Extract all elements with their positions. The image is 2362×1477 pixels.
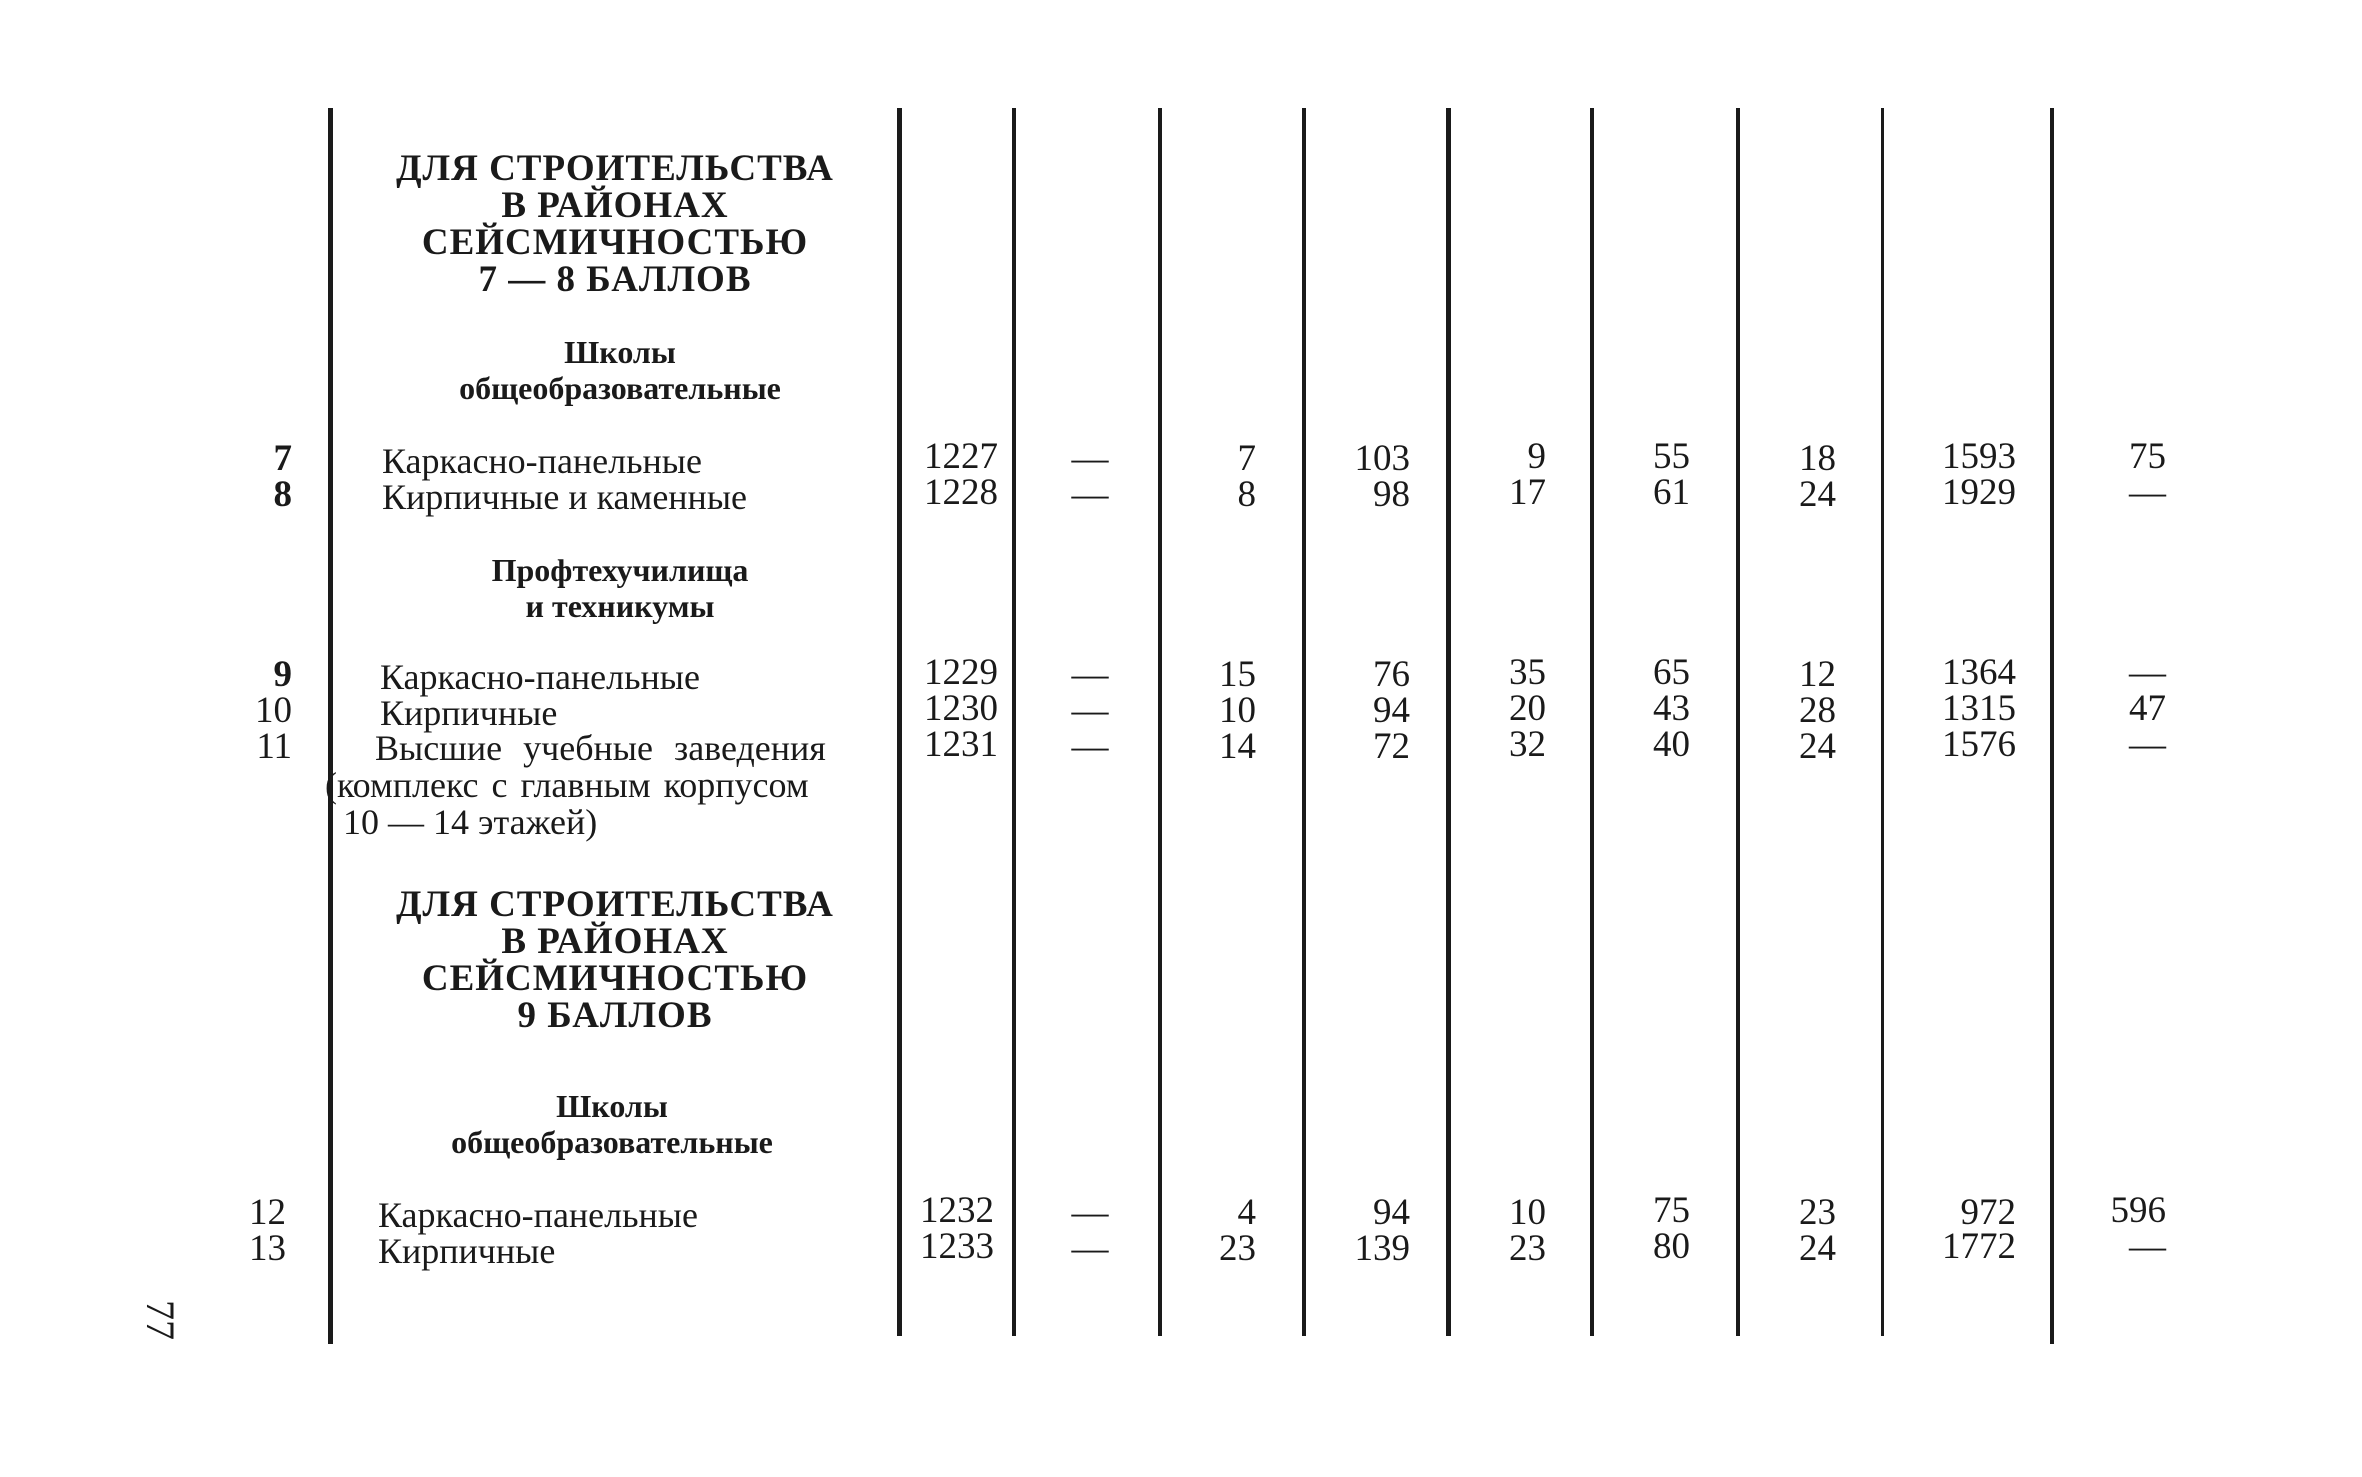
- row-value: —: [1071, 690, 1109, 731]
- row-code: 1229: [924, 652, 998, 693]
- row-code: 1227: [924, 436, 998, 477]
- group-subheading-line: общеобразовательные: [451, 1124, 773, 1160]
- row-value: —: [2129, 724, 2166, 765]
- group-subheading-line: и техникумы: [525, 588, 715, 624]
- row-value: 55: [1653, 436, 1690, 477]
- row-value: 75: [2129, 436, 2166, 477]
- row-name: Кирпичные: [380, 693, 558, 733]
- row-value: 1772: [1942, 1226, 2016, 1267]
- page-number: 77: [138, 1300, 183, 1340]
- group-subheading-line: Профтехучилища: [491, 552, 749, 588]
- group-subheading: [380, 552, 860, 624]
- row-value: 972: [1960, 1192, 2016, 1233]
- section-heading: [360, 886, 870, 1034]
- row-value: —: [1071, 1228, 1109, 1269]
- row-number: 12: [249, 1192, 286, 1233]
- row-number: 11: [256, 726, 292, 767]
- row-value: 35: [1509, 652, 1546, 693]
- row-value: 15: [1219, 654, 1256, 695]
- row-value: 47: [2129, 688, 2166, 729]
- row-name: Кирпичные: [378, 1231, 556, 1271]
- row-value: 28: [1799, 690, 1836, 731]
- row-value: 1364: [1942, 652, 2016, 693]
- row-name: Каркасно-панельные: [382, 441, 702, 481]
- row-value: 20: [1509, 688, 1546, 729]
- row-value: 23: [1799, 1192, 1836, 1233]
- row-value: 94: [1373, 690, 1410, 731]
- row-value: 10: [1219, 690, 1256, 731]
- section-heading-line: 7 — 8 БАЛЛОВ: [478, 259, 752, 300]
- row-value: 80: [1653, 1226, 1690, 1267]
- row-name-multiline: [325, 730, 885, 841]
- row-number: 10: [255, 690, 292, 731]
- row-value: 12: [1799, 654, 1836, 695]
- row-value: 24: [1799, 474, 1836, 515]
- row-value: 76: [1373, 654, 1410, 695]
- row-value: —: [1071, 726, 1109, 767]
- row-name-line: (комплекс с главным корпусом: [325, 765, 809, 805]
- row-value: —: [2129, 472, 2166, 513]
- row-value: 10: [1509, 1192, 1546, 1233]
- row-value: 43: [1653, 688, 1690, 729]
- row-value: —: [1071, 438, 1109, 479]
- row-value: 1929: [1942, 472, 2016, 513]
- row-value: 7: [1237, 438, 1256, 479]
- row-value: 1576: [1942, 724, 2016, 765]
- row-value: 40: [1653, 724, 1690, 765]
- column-rule: [2050, 108, 2054, 1344]
- row-name: Каркасно-панельные: [380, 657, 700, 697]
- section-heading-line: ДЛЯ СТРОИТЕЛЬСТВА: [396, 148, 834, 189]
- section-heading-line: СЕЙСМИЧНОСТЬЮ: [421, 222, 809, 263]
- column-rule: [1012, 108, 1016, 1336]
- row-value: 24: [1799, 1228, 1836, 1269]
- row-code: 1228: [924, 472, 998, 513]
- row-value: 32: [1509, 724, 1546, 765]
- section-heading-line: 9 БАЛЛОВ: [517, 995, 713, 1036]
- row-value: 4: [1237, 1192, 1256, 1233]
- row-value: —: [2129, 652, 2166, 693]
- section-heading-line: ДЛЯ СТРОИТЕЛЬСТВА: [396, 884, 834, 925]
- row-value: —: [2129, 1226, 2166, 1267]
- row-number: 8: [273, 474, 292, 515]
- row-value: 1593: [1942, 436, 2016, 477]
- row-value: 17: [1509, 472, 1546, 513]
- row-code: 1232: [920, 1190, 994, 1231]
- row-code: 1230: [924, 688, 998, 729]
- row-value: 9: [1527, 436, 1546, 477]
- row-number: 13: [249, 1228, 286, 1269]
- row-number: 9: [273, 654, 292, 695]
- row-value: 8: [1237, 474, 1256, 515]
- group-subheading: [380, 334, 860, 406]
- row-value: —: [1071, 1192, 1109, 1233]
- row-code: 1231: [924, 724, 998, 765]
- row-value: 98: [1373, 474, 1410, 515]
- row-value: 61: [1653, 472, 1690, 513]
- row-value: —: [1071, 654, 1109, 695]
- row-value: 65: [1653, 652, 1690, 693]
- column-rule: [897, 108, 902, 1336]
- column-rule: [328, 108, 333, 1344]
- row-value: 596: [2110, 1190, 2166, 1231]
- row-value: 103: [1354, 438, 1410, 479]
- section-heading-line: В РАЙОНАХ: [501, 185, 729, 226]
- row-value: —: [1071, 474, 1109, 515]
- row-name: Каркасно-панельные: [378, 1195, 698, 1235]
- row-value: 94: [1373, 1192, 1410, 1233]
- row-value: 139: [1354, 1228, 1410, 1269]
- row-value: 1315: [1942, 688, 2016, 729]
- section-heading-line: СЕЙСМИЧНОСТЬЮ: [421, 958, 809, 999]
- row-value: 14: [1219, 726, 1256, 767]
- group-subheading: [372, 1088, 852, 1160]
- row-value: 23: [1219, 1228, 1256, 1269]
- group-subheading-line: общеобразовательные: [459, 370, 781, 406]
- row-name-line: Высшие учебные заведения: [375, 728, 826, 768]
- section-heading-line: В РАЙОНАХ: [501, 921, 729, 962]
- row-value: 24: [1799, 726, 1836, 767]
- row-value: 75: [1653, 1190, 1690, 1231]
- row-name: Кирпичные и каменные: [382, 477, 747, 517]
- row-value: 72: [1373, 726, 1410, 767]
- row-name-line: 10 — 14 этажей): [343, 802, 598, 842]
- group-subheading-line: Школы: [564, 334, 676, 370]
- row-value: 18: [1799, 438, 1836, 479]
- group-subheading-line: Школы: [556, 1088, 668, 1124]
- section-heading: [360, 150, 870, 298]
- row-value: 23: [1509, 1228, 1546, 1269]
- row-number: 7: [273, 438, 292, 479]
- row-code: 1233: [920, 1226, 994, 1267]
